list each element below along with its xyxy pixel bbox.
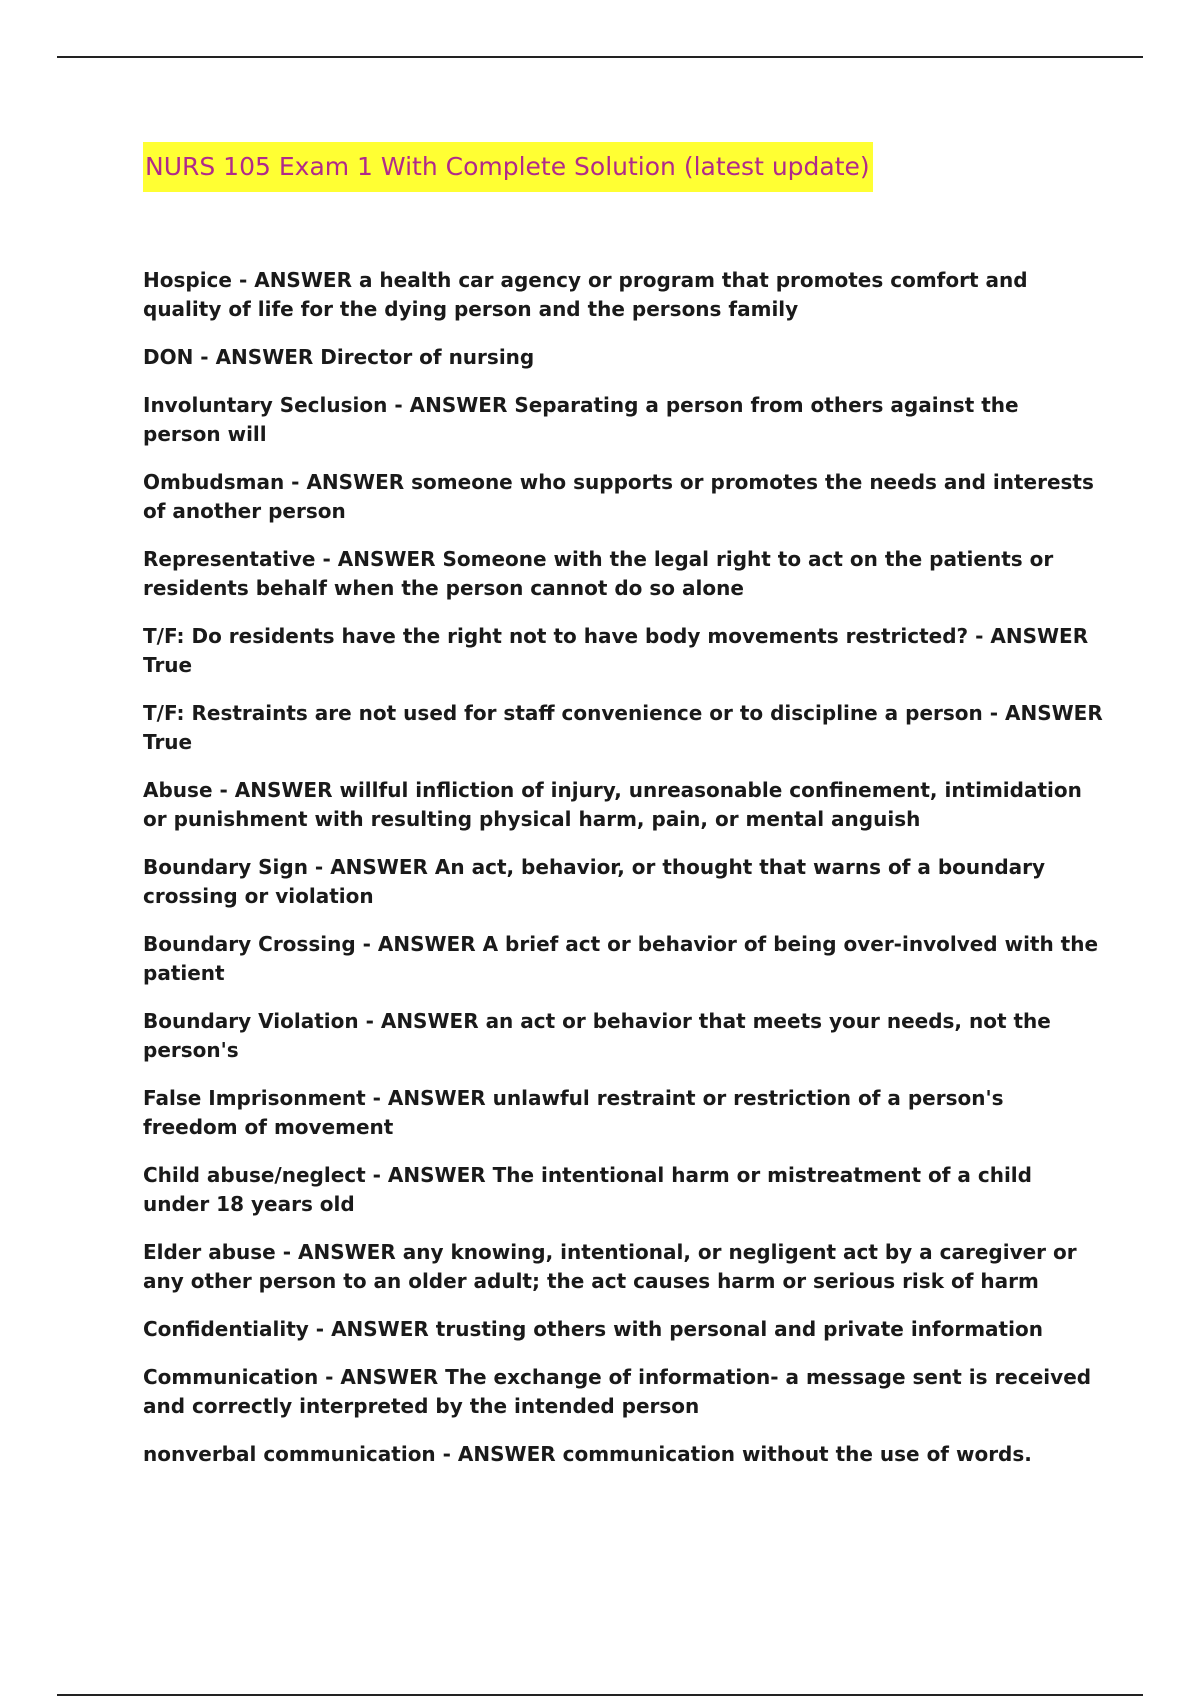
qa-item: [143, 776, 1103, 834]
answer-label: ANSWER: [234, 778, 333, 802]
qa-separator: -: [982, 701, 1005, 725]
qa-item: [143, 699, 1103, 757]
qa-separator: -: [365, 1163, 388, 1187]
answer-label: ANSWER: [409, 393, 508, 417]
qa-answer: True: [143, 653, 193, 677]
answer-label: ANSWER: [380, 1009, 479, 1033]
answer-label: ANSWER: [387, 1086, 486, 1110]
answer-label: ANSWER: [306, 470, 405, 494]
qa-term: Communication: [143, 1365, 319, 1389]
qa-item: [143, 622, 1103, 680]
answer-label: ANSWER: [254, 268, 352, 292]
qa-term: Elder abuse: [143, 1240, 276, 1264]
answer-label: ANSWER: [215, 345, 314, 369]
answer-label: ANSWER: [331, 1317, 429, 1341]
qa-item: [143, 545, 1103, 603]
qa-answer: willful infliction of injury, unreasonable confinement, intimidation or punishment with resulting physical harm, pain, or mental anguish: [143, 778, 1082, 831]
qa-term: Boundary Sign: [143, 855, 308, 879]
document-title: NURS 105 Exam 1 With Complete Solution (latest update): [143, 142, 873, 192]
qa-separator: -: [193, 345, 216, 369]
qa-term: Boundary Violation: [143, 1009, 359, 1033]
qa-separator: -: [307, 855, 331, 879]
qa-item: [143, 853, 1103, 911]
qa-separator: -: [358, 1009, 381, 1033]
qa-item: [143, 391, 1103, 449]
qa-answer: The exchange of information- a message sent is received and correctly interpreted by the intended person: [143, 1365, 1092, 1418]
qa-item: [143, 930, 1103, 988]
qa-answer: Someone with the legal right to act on the patients or residents behalf when the person cannot do so alone: [143, 547, 1054, 600]
answer-label: ANSWER: [330, 855, 428, 879]
qa-item: [143, 1161, 1103, 1219]
qa-answer: communication without the use of words.: [562, 1442, 1032, 1466]
answer-label: ANSWER: [340, 1365, 439, 1389]
qa-separator: -: [308, 1317, 332, 1341]
qa-item: [143, 1238, 1103, 1296]
qa-item: [143, 1007, 1103, 1065]
bottom-divider: [57, 1694, 1143, 1696]
qa-answer: trusting others with personal and private information: [435, 1317, 1043, 1341]
qa-answer: an act or behavior that meets your needs, not the person's: [143, 1009, 1051, 1062]
qa-term: T/F: Restraints are not used for staff convenience or to discipline a person: [143, 701, 983, 725]
qa-separator: -: [435, 1442, 458, 1466]
title-block: [143, 142, 873, 192]
qa-separator: -: [212, 778, 235, 802]
qa-answer: a health car agency or program that promotes comfort and quality of life for the dying person and the persons family: [143, 268, 1028, 321]
qa-term: Representative: [143, 547, 316, 571]
qa-answer: Director of nursing: [320, 345, 535, 369]
qa-separator: -: [387, 393, 410, 417]
qa-list: [143, 266, 1103, 1488]
qa-answer: A brief act or behavior of being over-involved with the patient: [143, 932, 1099, 985]
answer-label: ANSWER: [297, 1240, 396, 1264]
qa-item: [143, 1363, 1103, 1421]
qa-term: nonverbal communication: [143, 1442, 436, 1466]
top-divider: [57, 56, 1143, 58]
answer-label: ANSWER: [377, 932, 476, 956]
qa-answer: any knowing, intentional, or negligent act by a caregiver or any other person to an older adult; the act causes harm or serious risk of harm: [143, 1240, 1077, 1293]
qa-item: [143, 343, 1103, 372]
qa-answer: The intentional harm or mistreatment of a child under 18 years old: [143, 1163, 1032, 1216]
answer-label: ANSWER: [1005, 701, 1103, 725]
qa-term: Abuse: [143, 778, 213, 802]
qa-separator: -: [365, 1086, 388, 1110]
qa-separator: -: [275, 1240, 298, 1264]
qa-term: Confidentiality: [143, 1317, 309, 1341]
qa-separator: -: [318, 1365, 341, 1389]
qa-separator: -: [231, 268, 255, 292]
qa-term: T/F: Do residents have the right not to have body movements restricted?: [143, 624, 969, 648]
qa-term: Involuntary Seclusion: [143, 393, 388, 417]
qa-separator: -: [315, 547, 338, 571]
qa-separator: -: [355, 932, 378, 956]
qa-answer: someone who supports or promotes the needs and interests of another person: [143, 470, 1094, 523]
qa-answer: True: [143, 730, 193, 754]
answer-label: ANSWER: [990, 624, 1089, 648]
qa-term: DON: [143, 345, 194, 369]
qa-item: [143, 468, 1103, 526]
answer-label: ANSWER: [387, 1163, 486, 1187]
qa-separator: -: [968, 624, 991, 648]
qa-item: [143, 1440, 1103, 1469]
qa-item: [143, 1315, 1103, 1344]
answer-label: ANSWER: [337, 547, 436, 571]
qa-item: [143, 1084, 1103, 1142]
qa-term: Child abuse/neglect: [143, 1163, 366, 1187]
qa-term: Boundary Crossing: [143, 932, 356, 956]
qa-term: False Imprisonment: [143, 1086, 366, 1110]
qa-item: [143, 266, 1103, 324]
qa-term: Hospice: [143, 268, 232, 292]
qa-term: Ombudsman: [143, 470, 285, 494]
qa-answer: An act, behavior, or thought that warns of a boundary crossing or violation: [143, 855, 1046, 908]
answer-label: ANSWER: [457, 1442, 556, 1466]
qa-answer: unlawful restraint or restriction of a person's freedom of movement: [143, 1086, 1004, 1139]
qa-answer: Separating a person from others against the person will: [143, 393, 1019, 446]
qa-separator: -: [284, 470, 307, 494]
